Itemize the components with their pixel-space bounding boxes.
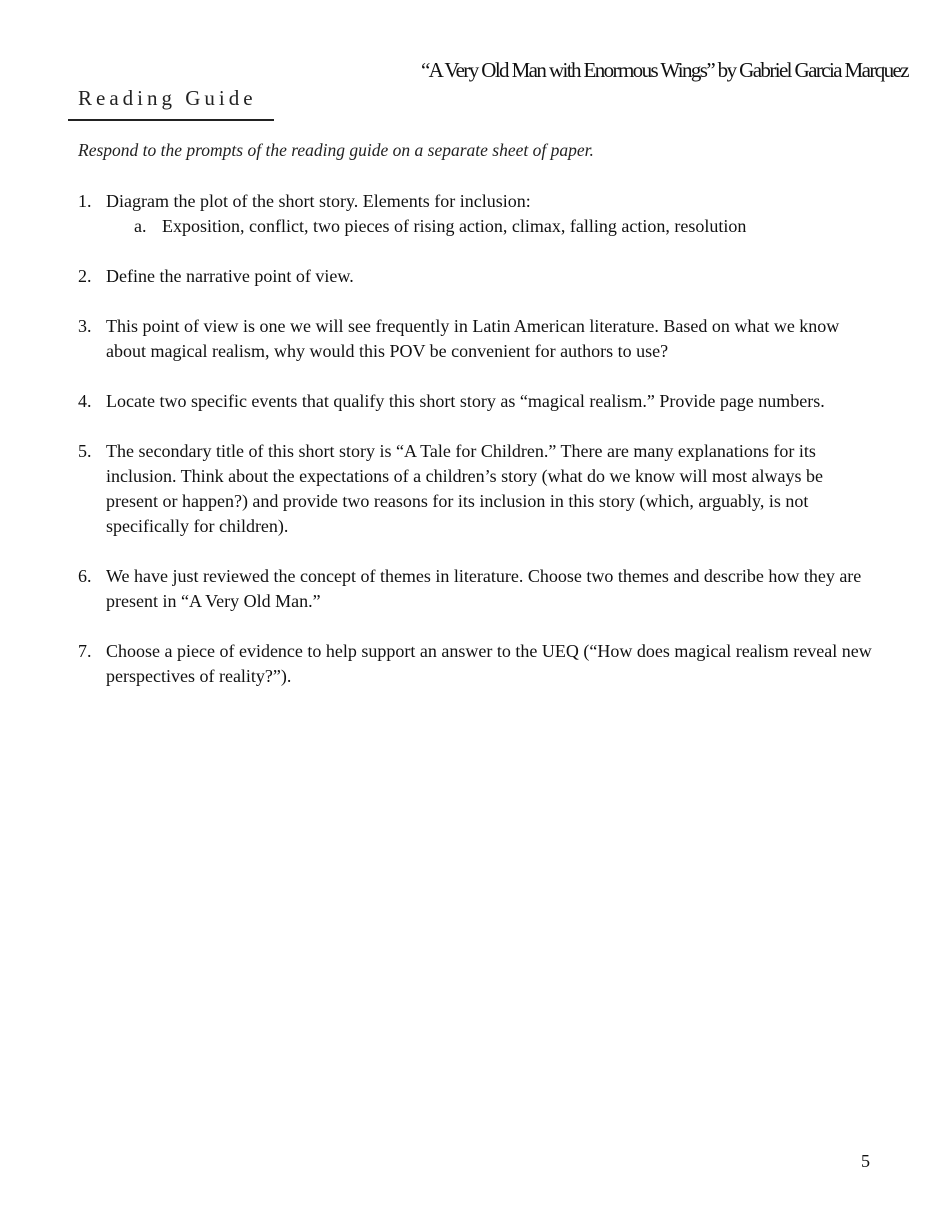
prompt-text: Define the narrative point of view. [106, 266, 354, 286]
prompt-item-1 [78, 189, 878, 239]
prompt-number: 3. [78, 316, 92, 336]
prompt-text: The secondary title of this short story is “A Tale for Children.” There are many explanations for its inclusion. Think about the expectations of a children’s story (what do we know will most always be present or happen?) and provide two reasons for its inclusion in this story (which, arguably, is not specifically for children). [106, 441, 824, 536]
prompt-number: 2. [78, 266, 92, 286]
document-header-title: “A Very Old Man with Enormous Wings” by Gabriel Garcia Marquez [420, 58, 908, 82]
prompt-text: This point of view is one we will see frequently in Latin American literature. Based on what we know about magical realism, why would this POV be convenient for authors to use? [106, 316, 840, 361]
sub-item-letter: a. [134, 216, 147, 236]
prompt-sub-list [106, 214, 878, 239]
sub-item-text: Exposition, conflict, two pieces of rising action, climax, falling action, resolution [162, 216, 747, 236]
prompt-number: 4. [78, 391, 92, 411]
instructions-text: Respond to the prompts of the reading guide on a separate sheet of paper. [78, 140, 594, 160]
prompt-sub-item-1a [106, 214, 878, 239]
prompt-text: Choose a piece of evidence to help support an answer to the UEQ (“How does magical realism reveal new perspectives of reality?”). [106, 641, 872, 686]
heading-underline [68, 119, 274, 121]
prompt-list [78, 189, 878, 714]
prompt-number: 5. [78, 441, 92, 461]
page-number: 5 [861, 1151, 870, 1171]
section-heading: Reading Guide [78, 86, 257, 110]
prompt-number: 6. [78, 566, 92, 586]
prompt-text: Locate two specific events that qualify this short story as “magical realism.” Provide page numbers. [106, 391, 825, 411]
prompt-item-5 [78, 439, 878, 539]
prompt-item-3 [78, 314, 878, 364]
prompt-item-6 [78, 564, 878, 614]
prompt-number: 1. [78, 191, 92, 211]
prompt-text: Diagram the plot of the short story. Elements for inclusion: [106, 191, 531, 211]
prompt-number: 7. [78, 641, 92, 661]
prompt-text: We have just reviewed the concept of themes in literature. Choose two themes and describe how they are present in “A Very Old Man.” [106, 566, 862, 611]
prompt-item-7 [78, 639, 878, 689]
prompt-item-4 [78, 389, 878, 414]
prompt-item-2 [78, 264, 878, 289]
